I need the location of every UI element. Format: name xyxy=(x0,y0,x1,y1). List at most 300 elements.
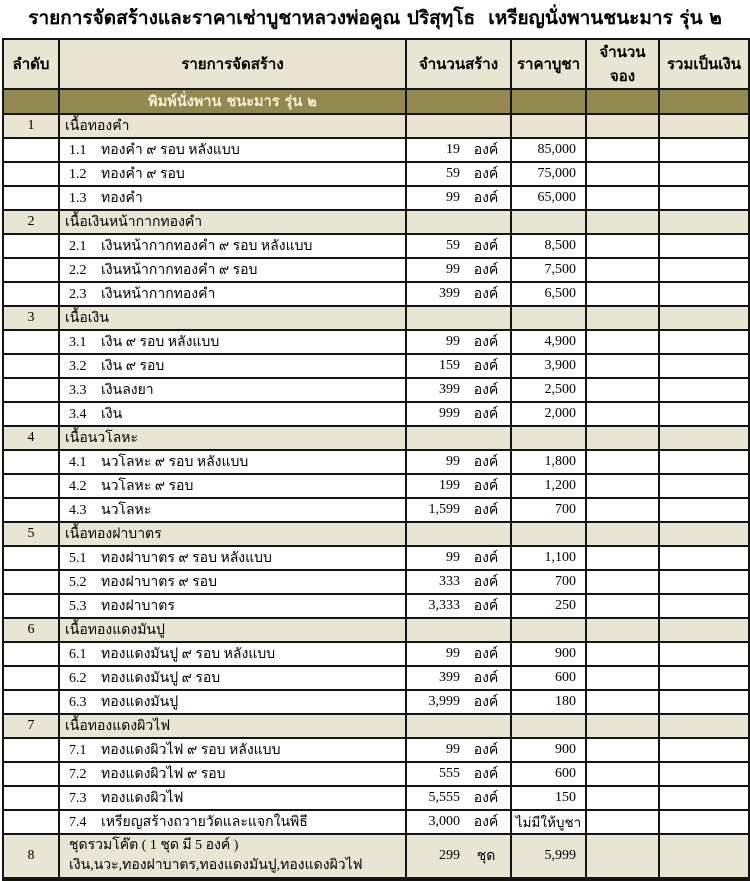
item-desc: ทองแดงผิวไฟ ๙ รอบ xyxy=(101,767,226,782)
item-qty-cell xyxy=(406,570,511,594)
cell-empty xyxy=(586,186,659,210)
item-qty-unit: ชุด xyxy=(476,849,496,864)
item-qty-cell xyxy=(406,498,511,522)
cell-empty xyxy=(586,834,659,879)
item-qty-cell xyxy=(406,402,511,426)
item-desc-cell xyxy=(59,570,406,594)
header-price: ราคาบูชา xyxy=(511,39,586,89)
section-number: 6 xyxy=(3,618,59,642)
cell-empty xyxy=(659,546,749,570)
item-desc-cell xyxy=(59,378,406,402)
item-qty-unit: องค์ xyxy=(473,335,499,350)
cell-empty xyxy=(659,786,749,810)
item-desc-cell xyxy=(59,642,406,666)
item-desc-cell xyxy=(59,234,406,258)
cell-empty xyxy=(586,426,659,450)
item-qty-cell xyxy=(406,234,511,258)
cell-empty xyxy=(586,522,659,546)
cell-empty xyxy=(659,474,749,498)
section-number: 3 xyxy=(3,306,59,330)
cell-empty xyxy=(659,690,749,714)
item-code: 3.4 xyxy=(69,407,87,422)
qty-wrap xyxy=(409,139,508,161)
cell-empty xyxy=(586,210,659,234)
item-desc: ทองฝาบาตร ๙ รอบ xyxy=(101,575,217,590)
item-desc: ทองแดงผิวไฟ ๙ รอบ หลังแบบ xyxy=(101,743,281,758)
item-qty-cell xyxy=(406,762,511,786)
qty-wrap xyxy=(409,547,508,569)
qty-wrap xyxy=(409,355,508,377)
item-desc: เงิน xyxy=(101,407,123,422)
item-price: 1,100 xyxy=(511,546,586,570)
item-qty-value: 3,999 xyxy=(428,694,460,709)
set-desc-cell xyxy=(59,834,406,879)
item-qty-unit: องค์ xyxy=(473,191,499,206)
item-code: 5.1 xyxy=(69,551,87,566)
qty-wrap xyxy=(409,331,508,353)
item-price: 250 xyxy=(511,594,586,618)
cell-empty xyxy=(3,786,59,810)
section-name: เนื้อทองคำ xyxy=(59,114,406,138)
item-desc-cell xyxy=(59,186,406,210)
item-row xyxy=(3,690,749,714)
item-code: 4.1 xyxy=(69,455,87,470)
qty-wrap xyxy=(409,739,508,761)
item-qty-value: 59 xyxy=(446,238,460,253)
item-qty-cell xyxy=(406,546,511,570)
item-qty-value: 199 xyxy=(439,478,460,493)
cell-empty xyxy=(586,546,659,570)
item-row xyxy=(3,450,749,474)
qty-wrap xyxy=(409,643,508,665)
item-row xyxy=(3,330,749,354)
cell-empty xyxy=(3,186,59,210)
item-row xyxy=(3,138,749,162)
item-price: 65,000 xyxy=(511,186,586,210)
item-price: 900 xyxy=(511,642,586,666)
cell-empty xyxy=(586,354,659,378)
header-order: ลำดับ xyxy=(3,39,59,89)
qty-wrap xyxy=(409,163,508,185)
cell-empty xyxy=(586,642,659,666)
qty-wrap xyxy=(409,787,508,809)
cell-empty xyxy=(3,690,59,714)
item-row xyxy=(3,738,749,762)
item-qty-value: 99 xyxy=(446,334,460,349)
cell-empty xyxy=(659,666,749,690)
item-code: 2.1 xyxy=(69,239,87,254)
cell-empty xyxy=(659,330,749,354)
item-qty-value: 299 xyxy=(439,848,460,863)
item-code: 4.3 xyxy=(69,503,87,518)
item-qty-value: 99 xyxy=(446,190,460,205)
item-desc-cell xyxy=(59,354,406,378)
cell-empty xyxy=(659,258,749,282)
cell-empty xyxy=(586,498,659,522)
item-qty-cell xyxy=(406,258,511,282)
item-row xyxy=(3,378,749,402)
cell-empty xyxy=(511,114,586,138)
cell-empty xyxy=(3,138,59,162)
cell-empty xyxy=(3,258,59,282)
item-price: 600 xyxy=(511,666,586,690)
item-code: 3.2 xyxy=(69,359,87,374)
item-desc: เงินหน้ากากทองคำ xyxy=(101,287,216,302)
qty-wrap xyxy=(409,499,508,521)
item-code: 2.3 xyxy=(69,287,87,302)
header-item: รายการจัดสร้าง xyxy=(59,39,406,89)
item-qty-value: 3,333 xyxy=(428,598,460,613)
cell-empty xyxy=(659,210,749,234)
item-row xyxy=(3,786,749,810)
cell-empty xyxy=(3,498,59,522)
item-desc: ทองคำ xyxy=(101,191,143,206)
item-desc-cell xyxy=(59,162,406,186)
item-desc-cell xyxy=(59,450,406,474)
cell-empty xyxy=(3,330,59,354)
band-row xyxy=(3,89,749,114)
item-row xyxy=(3,234,749,258)
item-desc-cell xyxy=(59,738,406,762)
item-desc: เงินหน้ากากทองคำ ๙ รอบ หลังแบบ xyxy=(101,239,313,254)
item-qty-cell xyxy=(406,354,511,378)
item-desc-cell xyxy=(59,810,406,834)
qty-wrap xyxy=(409,845,508,867)
cell-empty xyxy=(659,450,749,474)
item-code: 2.2 xyxy=(69,263,87,278)
item-price: 3,900 xyxy=(511,354,586,378)
cell-empty xyxy=(586,402,659,426)
item-price: 4,900 xyxy=(511,330,586,354)
item-code: 1.1 xyxy=(69,143,87,158)
item-row xyxy=(3,546,749,570)
cell-empty xyxy=(586,282,659,306)
item-price: 700 xyxy=(511,498,586,522)
item-qty-value: 19 xyxy=(446,142,460,157)
cell-empty xyxy=(586,450,659,474)
section-name: เนื้อทองแดงมันปู xyxy=(59,618,406,642)
item-qty-unit: องค์ xyxy=(473,647,499,662)
item-desc-cell xyxy=(59,666,406,690)
item-qty-value: 399 xyxy=(439,286,460,301)
item-row xyxy=(3,162,749,186)
cell-empty xyxy=(659,138,749,162)
item-code: 4.2 xyxy=(69,479,87,494)
cell-empty xyxy=(586,690,659,714)
item-qty-unit: องค์ xyxy=(473,767,499,782)
cell-empty xyxy=(3,474,59,498)
item-qty-unit: องค์ xyxy=(473,695,499,710)
cell-empty xyxy=(586,594,659,618)
cell-empty xyxy=(586,666,659,690)
item-desc-cell xyxy=(59,474,406,498)
cell-empty xyxy=(659,282,749,306)
section-name: เนื้อเงินหน้ากากทองคำ xyxy=(59,210,406,234)
section-number: 8 xyxy=(3,834,59,879)
cell-empty xyxy=(3,234,59,258)
item-qty-unit: องค์ xyxy=(473,479,499,494)
item-qty-cell xyxy=(406,786,511,810)
cell-empty xyxy=(659,738,749,762)
cell-empty xyxy=(659,498,749,522)
item-desc: นวโลหะ ๙ รอบ หลังแบบ xyxy=(101,455,249,470)
cell-empty xyxy=(659,762,749,786)
item-desc: ทองแดงผิวไฟ xyxy=(101,791,184,806)
section-row xyxy=(3,306,749,330)
qty-wrap xyxy=(409,691,508,713)
cell-empty xyxy=(511,714,586,738)
item-qty-value: 399 xyxy=(439,670,460,685)
qty-wrap xyxy=(409,187,508,209)
item-qty-unit: องค์ xyxy=(473,791,499,806)
item-row xyxy=(3,354,749,378)
item-qty-cell xyxy=(406,834,511,879)
item-row xyxy=(3,810,749,834)
item-desc: นวโลหะ ๙ รอบ xyxy=(101,479,194,494)
item-row xyxy=(3,642,749,666)
item-qty-unit: องค์ xyxy=(473,575,499,590)
item-qty-unit: องค์ xyxy=(473,551,499,566)
item-qty-value: 99 xyxy=(446,646,460,661)
band-label: พิมพ์นั่งพาน ชนะมาร รุ่น ๒ xyxy=(59,89,406,114)
cell-empty xyxy=(659,810,749,834)
cell-empty xyxy=(659,234,749,258)
item-qty-cell xyxy=(406,666,511,690)
cell-empty xyxy=(659,378,749,402)
item-price: 150 xyxy=(511,786,586,810)
item-qty-unit: องค์ xyxy=(473,743,499,758)
item-price: 75,000 xyxy=(511,162,586,186)
cell-empty xyxy=(3,570,59,594)
item-qty-value: 99 xyxy=(446,262,460,277)
item-price: 600 xyxy=(511,762,586,786)
item-row xyxy=(3,594,749,618)
header-qty-reserved: จำนวนจอง xyxy=(586,39,659,89)
qty-wrap xyxy=(409,763,508,785)
cell-empty xyxy=(659,402,749,426)
item-qty-cell xyxy=(406,378,511,402)
cell-empty xyxy=(406,618,511,642)
item-row xyxy=(3,474,749,498)
item-qty-unit: องค์ xyxy=(473,287,499,302)
item-qty-cell xyxy=(406,810,511,834)
set-desc-line2: เงิน,นวะ,ทองฝาบาตร,ทองแดงมันปู,ทองแดงผิวไฟ xyxy=(69,858,363,873)
item-qty-unit: องค์ xyxy=(473,815,499,830)
qty-wrap xyxy=(409,475,508,497)
cell-empty xyxy=(659,114,749,138)
header-row xyxy=(3,39,749,89)
item-code: 3.3 xyxy=(69,383,87,398)
item-desc: เหรียญสร้างถวายวัดและแจกในพิธี xyxy=(101,815,308,830)
item-code: 7.3 xyxy=(69,791,87,806)
section-number: 4 xyxy=(3,426,59,450)
cell-empty xyxy=(659,426,749,450)
item-code: 5.3 xyxy=(69,599,87,614)
item-desc: ทองคำ ๙ รอบ หลังแบบ xyxy=(101,143,240,158)
item-qty-cell xyxy=(406,474,511,498)
cell-empty xyxy=(3,642,59,666)
item-desc-cell xyxy=(59,546,406,570)
item-row xyxy=(3,402,749,426)
cell-empty xyxy=(586,762,659,786)
item-desc: ทองฝาบาตร ๙ รอบ หลังแบบ xyxy=(101,551,272,566)
qty-wrap xyxy=(409,595,508,617)
item-desc-cell xyxy=(59,402,406,426)
item-price: 180 xyxy=(511,690,586,714)
item-qty-unit: องค์ xyxy=(473,599,499,614)
item-code: 1.2 xyxy=(69,167,87,182)
item-qty-cell xyxy=(406,594,511,618)
item-price: 700 xyxy=(511,570,586,594)
section-row xyxy=(3,426,749,450)
item-code: 5.2 xyxy=(69,575,87,590)
item-desc-cell xyxy=(59,690,406,714)
item-price: ไม่มีให้บูชา xyxy=(511,810,586,834)
cell-empty xyxy=(586,89,659,114)
cell-empty xyxy=(3,666,59,690)
cell-empty xyxy=(3,762,59,786)
cell-empty xyxy=(586,810,659,834)
item-qty-value: 5,555 xyxy=(428,790,460,805)
item-price: 1,200 xyxy=(511,474,586,498)
item-price: 8,500 xyxy=(511,234,586,258)
cell-empty xyxy=(586,234,659,258)
cell-empty xyxy=(659,306,749,330)
cell-empty xyxy=(406,522,511,546)
item-qty-cell xyxy=(406,138,511,162)
set-price: 5,999 xyxy=(511,834,586,879)
item-qty-cell xyxy=(406,738,511,762)
cell-empty xyxy=(586,258,659,282)
cell-empty xyxy=(586,714,659,738)
item-qty-unit: องค์ xyxy=(473,167,499,182)
section-number: 2 xyxy=(3,210,59,234)
cell-empty xyxy=(3,89,59,114)
cell-empty xyxy=(586,162,659,186)
item-code: 7.2 xyxy=(69,767,87,782)
item-qty-cell xyxy=(406,162,511,186)
cell-empty xyxy=(659,522,749,546)
item-row xyxy=(3,282,749,306)
item-desc: เงินลงยา xyxy=(101,383,154,398)
item-code: 7.1 xyxy=(69,743,87,758)
cell-empty xyxy=(511,618,586,642)
cell-empty xyxy=(586,570,659,594)
item-desc: ทองแดงมันปู ๙ รอบ หลังแบบ xyxy=(101,647,276,662)
cell-empty xyxy=(3,810,59,834)
qty-wrap xyxy=(409,451,508,473)
cell-empty xyxy=(511,89,586,114)
cell-empty xyxy=(586,114,659,138)
cell-empty xyxy=(3,594,59,618)
cell-empty xyxy=(3,354,59,378)
cell-empty xyxy=(3,162,59,186)
cell-empty xyxy=(659,354,749,378)
item-qty-unit: องค์ xyxy=(473,503,499,518)
item-desc-cell xyxy=(59,138,406,162)
item-row xyxy=(3,762,749,786)
cell-empty xyxy=(3,282,59,306)
item-qty-unit: องค์ xyxy=(473,407,499,422)
item-row xyxy=(3,186,749,210)
cell-empty xyxy=(586,738,659,762)
item-desc-cell xyxy=(59,786,406,810)
item-price: 85,000 xyxy=(511,138,586,162)
item-desc: ทองคำ ๙ รอบ xyxy=(101,167,185,182)
item-qty-unit: องค์ xyxy=(473,455,499,470)
cell-empty xyxy=(586,786,659,810)
cell-empty xyxy=(586,618,659,642)
item-code: 1.3 xyxy=(69,191,87,206)
item-qty-value: 159 xyxy=(439,358,460,373)
section-name: เนื้อทองฝาบาตร xyxy=(59,522,406,546)
item-desc-cell xyxy=(59,282,406,306)
cell-empty xyxy=(659,89,749,114)
item-price: 2,500 xyxy=(511,378,586,402)
cell-empty xyxy=(511,306,586,330)
item-desc-cell xyxy=(59,330,406,354)
qty-wrap xyxy=(409,283,508,305)
cell-empty xyxy=(406,89,511,114)
item-price: 6,500 xyxy=(511,282,586,306)
section-number: 7 xyxy=(3,714,59,738)
cell-empty xyxy=(406,306,511,330)
item-desc-cell xyxy=(59,498,406,522)
page-title: รายการจัดสร้างและราคาเช่าบูชาหลวงพ่อคูณ ปริสุทฺโธ เหรียญนั่งพานชนะมาร รุ่น ๒ xyxy=(28,7,722,29)
item-qty-value: 99 xyxy=(446,742,460,757)
cell-empty xyxy=(586,474,659,498)
item-code: 7.4 xyxy=(69,815,87,830)
item-price: 900 xyxy=(511,738,586,762)
cell-empty xyxy=(586,138,659,162)
item-qty-unit: องค์ xyxy=(473,263,499,278)
cell-empty xyxy=(406,714,511,738)
cell-empty xyxy=(659,618,749,642)
section-number: 5 xyxy=(3,522,59,546)
section-row xyxy=(3,714,749,738)
item-price: 1,800 xyxy=(511,450,586,474)
item-qty-cell xyxy=(406,282,511,306)
item-desc: นวโลหะ xyxy=(101,503,152,518)
section-row xyxy=(3,210,749,234)
cell-empty xyxy=(3,450,59,474)
item-row xyxy=(3,498,749,522)
item-qty-cell xyxy=(406,330,511,354)
qty-wrap xyxy=(409,259,508,281)
item-desc: เงินหน้ากากทองคำ ๙ รอบ xyxy=(101,263,258,278)
item-qty-value: 555 xyxy=(439,766,460,781)
item-qty-value: 99 xyxy=(446,550,460,565)
final-set-row xyxy=(3,834,749,879)
cell-empty xyxy=(511,522,586,546)
section-name: เนื้อนวโลหะ xyxy=(59,426,406,450)
cell-empty xyxy=(406,114,511,138)
item-qty-cell xyxy=(406,642,511,666)
item-desc: เงิน ๙ รอบ หลังแบบ xyxy=(101,335,220,350)
cell-empty xyxy=(659,186,749,210)
price-table xyxy=(2,38,750,881)
cell-empty xyxy=(406,210,511,234)
cell-empty xyxy=(586,330,659,354)
section-row xyxy=(3,522,749,546)
item-qty-value: 999 xyxy=(439,406,460,421)
item-qty-unit: องค์ xyxy=(473,239,499,254)
cell-empty xyxy=(3,738,59,762)
item-qty-value: 59 xyxy=(446,166,460,181)
item-code: 3.1 xyxy=(69,335,87,350)
item-code: 6.2 xyxy=(69,671,87,686)
cell-empty xyxy=(3,378,59,402)
